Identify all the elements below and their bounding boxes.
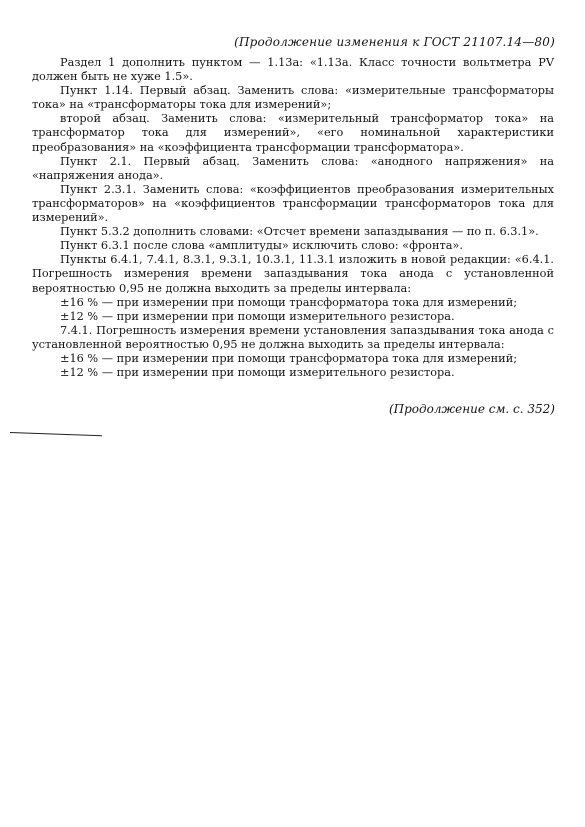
continuation-footer: (Продолжение см. с. 352) <box>388 402 555 416</box>
paragraph-second-abzac: второй абзац. Заменить слова: «измерительный трансформатор тока» на трансформатор тока для измерений», «его номинальной характеристики преобразования» на «коэффициента трансформации трансформатора». <box>32 112 554 154</box>
footnote-rule <box>10 432 102 436</box>
tolerance-line-12-b: ±12 % — при измерении при помощи измерительного резистора. <box>60 366 455 380</box>
document-body <box>32 56 554 380</box>
paragraph-item-6-3-1: Пункт 6.3.1 после слова «амплитуды» исключить слово: «фронта». <box>60 239 463 253</box>
paragraph-item-1-14: Пункт 1.14. Первый абзац. Заменить слова: «измерительные трансформаторы тока» на «трансформаторы тока для измерений»; <box>32 84 554 112</box>
paragraph-item-2-1: Пункт 2.1. Первый абзац. Заменить слова: «анодного напряжения» на «напряжения анода». <box>32 154 554 182</box>
paragraph-item-7-4-1: 7.4.1. Погрешность измерения времени установления запаздывания тока анода с установленной вероятностью 0,95 не должна выходить за пределы интервала: <box>32 323 554 351</box>
paragraph-item-2-3-1: Пункт 2.3.1. Заменить слова: «коэффициентов преобразования измерительных трансформаторов» на «коэффициентов трансформации трансформаторов тока для измерений». <box>32 182 554 225</box>
paragraph-item-5-3-2: Пункт 5.3.2 дополнить словами: «Отсчет времени запаздывания — по п. 6.3.1». <box>60 225 539 239</box>
paragraph-items-list: Пункты 6.4.1, 7.4.1, 8.3.1, 9.3.1, 10.3.1, 11.3.1 изложить в новой редакции: «6.4.1. Погрешность измерения времени запаздывания тока анода с установленной вероятностью 0,95 не должна выходить за пределы интервала: <box>32 253 554 295</box>
tolerance-line-16-a: ±16 % — при измерении при помощи трансформатора тока для измерений; <box>60 295 518 309</box>
tolerance-line-16-b: ±16 % — при измерении при помощи трансформатора тока для измерений; <box>60 351 518 365</box>
continuation-header: (Продолжение изменения к ГОСТ 21107.14—80) <box>234 35 555 49</box>
paragraph-section-1: Раздел 1 дополнить пунктом — 1.13а: «1.13а. Класс точности вольтметра PV должен быть не хуже 1.5». <box>32 56 554 84</box>
tolerance-line-12-a: ±12 % — при измерении при помощи измерительного резистора. <box>60 309 455 323</box>
